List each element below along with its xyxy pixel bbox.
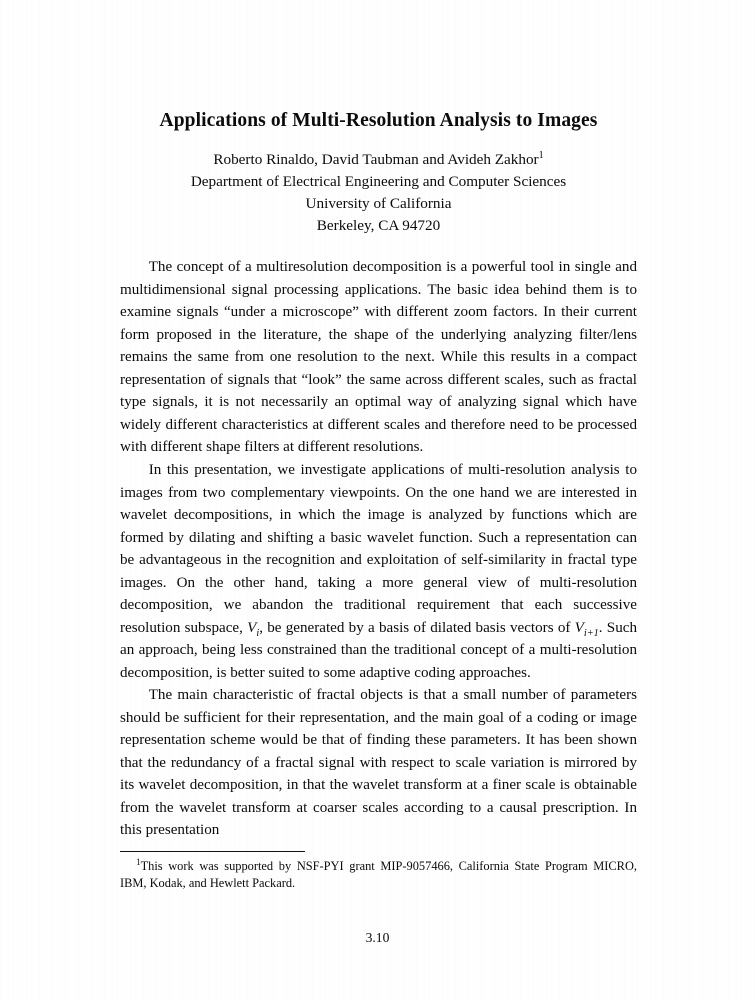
author-block <box>120 149 637 236</box>
math-variable-vi-subscript: i <box>256 627 260 639</box>
affiliation-university: University of California <box>305 194 452 212</box>
author-footnote-marker: 1 <box>538 150 544 162</box>
paragraph-3-text: The main characteristic of fractal objects is that a small number of parameters should be sufficient for their representation, and the main goal of a coding or image representation scheme would be that of finding these parameters. It has been shown that the redundancy of a fractal signal with respect to scale variation is mirrored by its wavelet decomposition, in that the wavelet transform at a finer scale is obtainable from the wavelet transform at coarser scales according to a causal prescription. In this presentation <box>120 687 637 839</box>
footnote <box>120 858 637 892</box>
paragraph-2-text-a: In this presentation, we investigate applications of multi-resolution analysis to images from two complementary viewpoints. On the one hand we are interested in wavelet decompositions, in which the image is analyzed by functions which are formed by dilating and shifting a basic wavelet function. Such a representation can be advantageous in the recognition and exploitation of self-similarity in fractal type images. On the other hand, taking a more general view of multi-resolution decomposition, we abandon the traditional requirement that each successive resolution subspace, <box>120 462 637 636</box>
paragraph-1 <box>120 256 637 459</box>
footnote-text: This work was supported by NSF-PYI grant MIP-9057466, California State Program MICRO, IBM, Kodak, and Hewlett Packard. <box>120 858 637 890</box>
paragraph-3 <box>120 684 637 842</box>
page-content <box>120 0 637 892</box>
math-variable-vi1 <box>574 619 599 639</box>
paragraph-2-text-b: , be generated by a basis of dilated basis vectors of <box>259 619 575 636</box>
body-text <box>120 256 637 841</box>
footnote-marker: 1 <box>136 856 141 867</box>
affiliation-department: Department of Electrical Engineering and Computer Sciences <box>190 173 567 191</box>
author-names-line <box>120 149 637 171</box>
math-variable-vi-base: V <box>247 619 257 636</box>
paragraph-1-text: The concept of a multiresolution decomposition is a powerful tool in single and multidimensional signal processing applications. The basic idea behind them is to examine signals “under a microscope” with different zoom factors. In their current form proposed in the literature, the shape of the underlying analyzing filter/lens remains the same from one resolution to the next. While this results in a compact representation of signals that “look” the same across different scales, such as fractal type signals, it is not necessarily an optimal way of analyzing signal which have widely different characteristics at different scales and therefore need to be processed with different shape filters at different resolutions. <box>120 259 637 456</box>
paragraph-2-text-c: . Such an approach, being less constrained than the traditional concept of a multi-resolution decomposition, is better suited to some adaptive coding approaches. <box>120 619 637 681</box>
footnote-separator-rule <box>120 851 305 852</box>
page-number: 3.10 <box>365 930 390 945</box>
page-title: Applications of Multi-Resolution Analysis to Images <box>159 110 598 131</box>
math-variable-vi1-base: V <box>574 619 584 636</box>
paragraph-2 <box>120 459 637 684</box>
math-variable-vi <box>247 619 260 639</box>
affiliation-city: Berkeley, CA 94720 <box>316 216 441 234</box>
footnote-area <box>120 851 637 892</box>
author-names: Roberto Rinaldo, David Taubman and Avideh Zakhor <box>213 151 539 169</box>
math-variable-vi1-subscript: i+1 <box>583 627 599 639</box>
